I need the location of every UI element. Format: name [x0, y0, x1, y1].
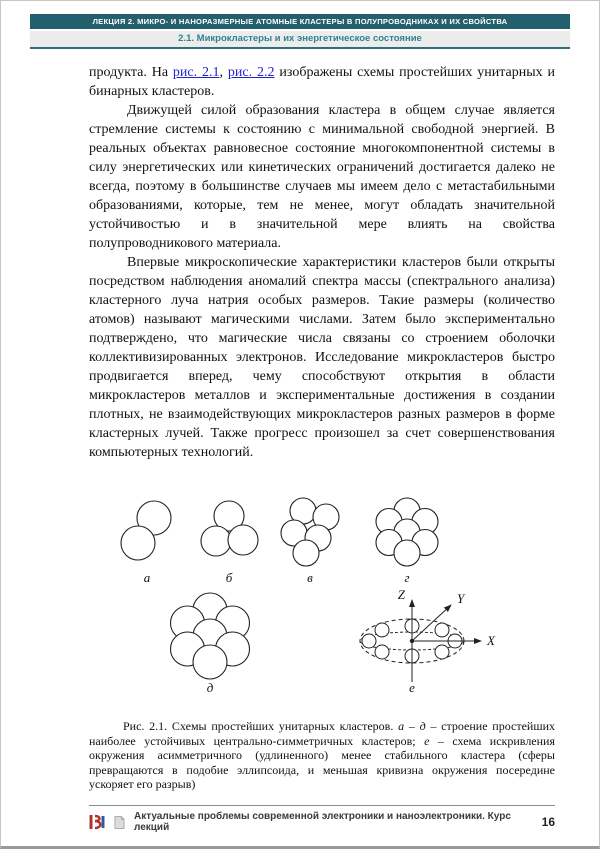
- caption-italic-ad: а – д: [398, 719, 426, 733]
- page-number: 16: [541, 815, 555, 829]
- cluster-g: [376, 498, 438, 566]
- label-a: а: [143, 570, 151, 585]
- ellipsoid-scheme: [360, 600, 481, 682]
- lecture-title-bar: [30, 14, 570, 29]
- paragraph-3: Впервые микроскопические характеристики кластеров были открыты посредством наблюдения аномалий спектра массы (спектрального анализа) кластерного луча натрия особых размеров. Такие размеры (количество атомов) называют магическими числами. Затем было экспериментально подтверждено, что магические числа связаны со строением оболочки коллективизированных электронов. Исследование микрокластеров быстро продвигается вперед, чему способствуют открытия в области микрокластеров металлов и экспериментальные достижения в создании плотных, не взаимодействующих микрокластеров разных размеров в форме кластерных лучей. Также прогресс произошел за счет совершенствования компьютерных технологий.: [89, 255, 555, 460]
- caption-text-3: – схема искривления окружения асимметричного (удлиненного) менее стабильного кластера (сферы превращаются в подобие эллипсоида, и меньшая кривизна окружения посередине ускоряет его разрыв): [89, 733, 555, 792]
- section-title-bar: [30, 31, 570, 49]
- label-d: д: [206, 680, 214, 695]
- caption-text-2: – строение простейших наиболее устойчивых центрально-симметричных кластеров;: [89, 719, 556, 748]
- label-e: е: [409, 680, 415, 695]
- caption-text: Рис. 2.1. Схемы простейших унитарных кластеров.: [123, 719, 399, 733]
- series-title: Актуальные проблемы современной электроники и наноэлектроники. Курс лекций: [134, 811, 511, 833]
- axis-label-x: X: [487, 633, 495, 648]
- cluster-b: [201, 501, 258, 556]
- cluster-diagram: [107, 486, 537, 698]
- axis-label-y: Y: [457, 591, 465, 606]
- page-footer: [89, 805, 555, 833]
- link-fig-2-1[interactable]: рис. 2.1: [172, 65, 220, 80]
- figure-caption: [89, 719, 555, 792]
- label-b: б: [225, 570, 233, 585]
- link-fig-2-2[interactable]: рис. 2.2: [227, 65, 275, 80]
- axis-label-z: Z: [397, 587, 405, 602]
- label-v: в: [307, 570, 313, 585]
- document-icon: [114, 816, 125, 829]
- cluster-d: [171, 593, 250, 679]
- lecture-title: ЛЕКЦИЯ 2. МИКРО- И НАНОРАЗМЕРНЫЕ АТОМНЫЕ КЛАСТЕРЫ В ПОЛУПРОВОДНИКАХ И ИХ СВОЙСТВА: [92, 17, 508, 26]
- page-header: [30, 14, 570, 49]
- paragraph-1: [89, 63, 555, 101]
- figure-2-1: [89, 486, 555, 703]
- page-body: [89, 63, 555, 792]
- publisher-logo-icon: [89, 814, 105, 830]
- paragraph-2: Движущей силой образования кластера в общем случае является стремление системы к состоянию с минимальной свободной энергией. В реальных объектах равновесное состояние многокомпонентной системы в силу энергетических или кинетических ограничений достигается далеко не всегда, поэтому в большинстве случаев мы имеем дело с метастабильными образованиями, которые, тем не менее, могут обладать значительной устойчивостью и в значительной мере влиять на свойства полупроводникового материала.: [89, 103, 555, 251]
- cluster-v: [281, 498, 339, 566]
- section-title: 2.1. Микрокластеры и их энергетическое состояние: [178, 33, 422, 44]
- caption-italic-e: е: [424, 733, 430, 748]
- cluster-a: [121, 501, 171, 560]
- paragraph-1-tail: изображены схемы простейших унитарных и бинарных кластеров.: [89, 65, 555, 99]
- paragraph-1-text: продукта. На: [89, 65, 173, 80]
- paragraph-1-sep: ,: [219, 65, 228, 80]
- label-g: г: [404, 570, 410, 585]
